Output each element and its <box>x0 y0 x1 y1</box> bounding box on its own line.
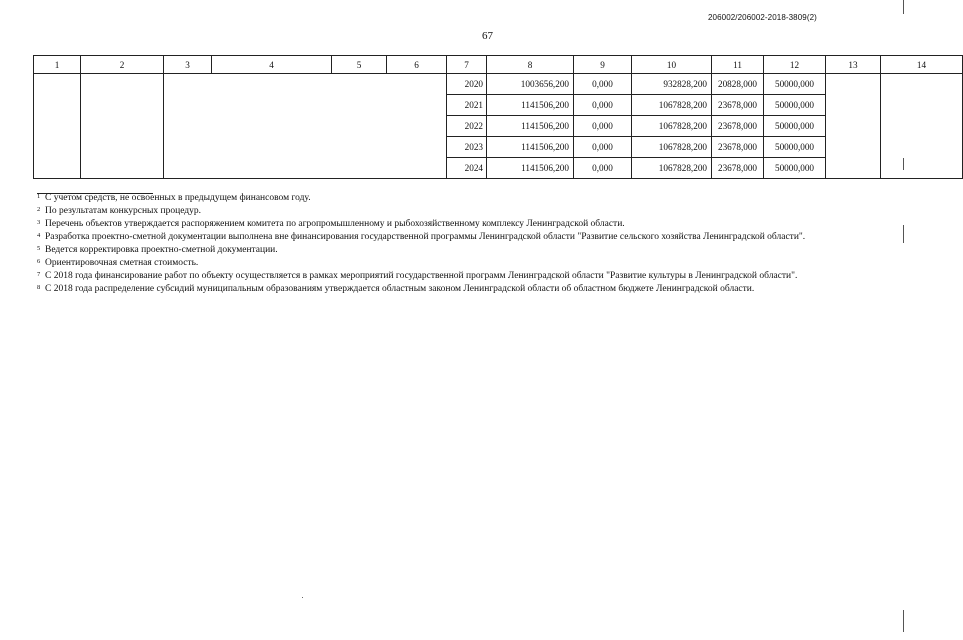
scan-speck <box>302 597 303 598</box>
footnote <box>37 284 872 295</box>
other-cell: 50000,000 <box>764 74 826 95</box>
regional-cell: 1067828,200 <box>632 116 712 137</box>
federal-cell: 0,000 <box>574 116 632 137</box>
footnote-text: Перечень объектов утверждается распоряжением комитета по агропромышленному и рыбохозяйственному комплексу Ленинградской области. <box>45 219 625 229</box>
federal-cell: 0,000 <box>574 158 632 179</box>
scan-edge-mark <box>903 225 904 243</box>
footnote-text: По результатам конкурсных процедур. <box>45 206 201 216</box>
year-cell: 2023 <box>447 137 487 158</box>
column-number-cell: 8 <box>487 56 574 74</box>
table-row <box>34 74 963 95</box>
federal-cell: 0,000 <box>574 95 632 116</box>
footnote-text: С учетом средств, не освоенных в предыдущем финансовом году. <box>45 193 311 203</box>
scan-edge-mark <box>903 0 904 14</box>
page-number: 67 <box>482 30 493 42</box>
footnote <box>37 271 872 282</box>
document-id: 206002/206002-2018-3809(2) <box>708 13 817 22</box>
footnote-text: С 2018 года распределение субсидий муниципальным образованиям утверждается областным законом Ленинградской области об областном бюджете Ленинградской области. <box>45 284 755 294</box>
merged-cell-col3-6 <box>164 74 447 179</box>
column-number-cell: 12 <box>764 56 826 74</box>
year-cell: 2020 <box>447 74 487 95</box>
regional-cell: 1067828,200 <box>632 95 712 116</box>
other-cell: 50000,000 <box>764 116 826 137</box>
column-number-cell: 13 <box>826 56 881 74</box>
footnote-mark: 2 <box>37 206 41 213</box>
budget-table <box>33 55 963 179</box>
column-number-cell: 2 <box>81 56 164 74</box>
column-number-cell: 5 <box>332 56 387 74</box>
regional-cell: 1067828,200 <box>632 137 712 158</box>
merged-cell-col13 <box>826 74 881 179</box>
scan-edge-mark <box>903 158 904 170</box>
footnote <box>37 206 872 217</box>
footnote-text: Разработка проектно-сметной документации выполнена вне финансирования государственной программы Ленинградской области "Развитие сельского хозяйства Ленинградской области". <box>45 232 806 242</box>
column-number-cell: 3 <box>164 56 212 74</box>
merged-cell-col2 <box>81 74 164 179</box>
other-cell: 50000,000 <box>764 137 826 158</box>
other-cell: 50000,000 <box>764 158 826 179</box>
other-cell: 50000,000 <box>764 95 826 116</box>
footnote-mark: 4 <box>37 232 41 239</box>
total-cell: 1141506,200 <box>487 158 574 179</box>
merged-cell-col14 <box>881 74 963 179</box>
footnote-mark: 1 <box>37 193 41 200</box>
footnote-text: Ведется корректировка проектно-сметной документации. <box>45 245 278 255</box>
footnote <box>37 245 872 256</box>
regional-cell: 1067828,200 <box>632 158 712 179</box>
footnote-text: С 2018 года финансирование работ по объекту осуществляется в рамках мероприятий государственной программ Ленинградской области "Развитие культуры в Ленинградской области". <box>45 271 798 281</box>
column-number-cell: 7 <box>447 56 487 74</box>
column-number-cell: 14 <box>881 56 963 74</box>
local-cell: 20828,000 <box>712 74 764 95</box>
footnote-mark: 6 <box>37 258 41 265</box>
footnote-mark: 3 <box>37 219 41 226</box>
footnote-mark: 8 <box>37 284 41 291</box>
total-cell: 1003656,200 <box>487 74 574 95</box>
total-cell: 1141506,200 <box>487 95 574 116</box>
column-number-cell: 1 <box>34 56 81 74</box>
federal-cell: 0,000 <box>574 137 632 158</box>
local-cell: 23678,000 <box>712 95 764 116</box>
column-number-cell: 11 <box>712 56 764 74</box>
federal-cell: 0,000 <box>574 74 632 95</box>
footnote <box>37 232 872 243</box>
merged-cell-col1 <box>34 74 81 179</box>
footnotes <box>37 193 872 297</box>
regional-cell: 932828,200 <box>632 74 712 95</box>
column-number-cell: 6 <box>387 56 447 74</box>
year-cell: 2021 <box>447 95 487 116</box>
column-number-cell: 10 <box>632 56 712 74</box>
year-cell: 2022 <box>447 116 487 137</box>
column-number-cell: 9 <box>574 56 632 74</box>
footnote <box>37 219 872 230</box>
footnote <box>37 258 872 269</box>
footnote-mark: 5 <box>37 245 41 252</box>
local-cell: 23678,000 <box>712 116 764 137</box>
year-cell: 2024 <box>447 158 487 179</box>
footnote-text: Ориентировочная сметная стоимость. <box>45 258 199 268</box>
column-number-row <box>34 56 963 74</box>
local-cell: 23678,000 <box>712 137 764 158</box>
total-cell: 1141506,200 <box>487 116 574 137</box>
local-cell: 23678,000 <box>712 158 764 179</box>
scan-edge-mark <box>903 610 904 632</box>
column-number-cell: 4 <box>212 56 332 74</box>
footnote <box>37 193 872 204</box>
footnote-mark: 7 <box>37 271 41 278</box>
total-cell: 1141506,200 <box>487 137 574 158</box>
